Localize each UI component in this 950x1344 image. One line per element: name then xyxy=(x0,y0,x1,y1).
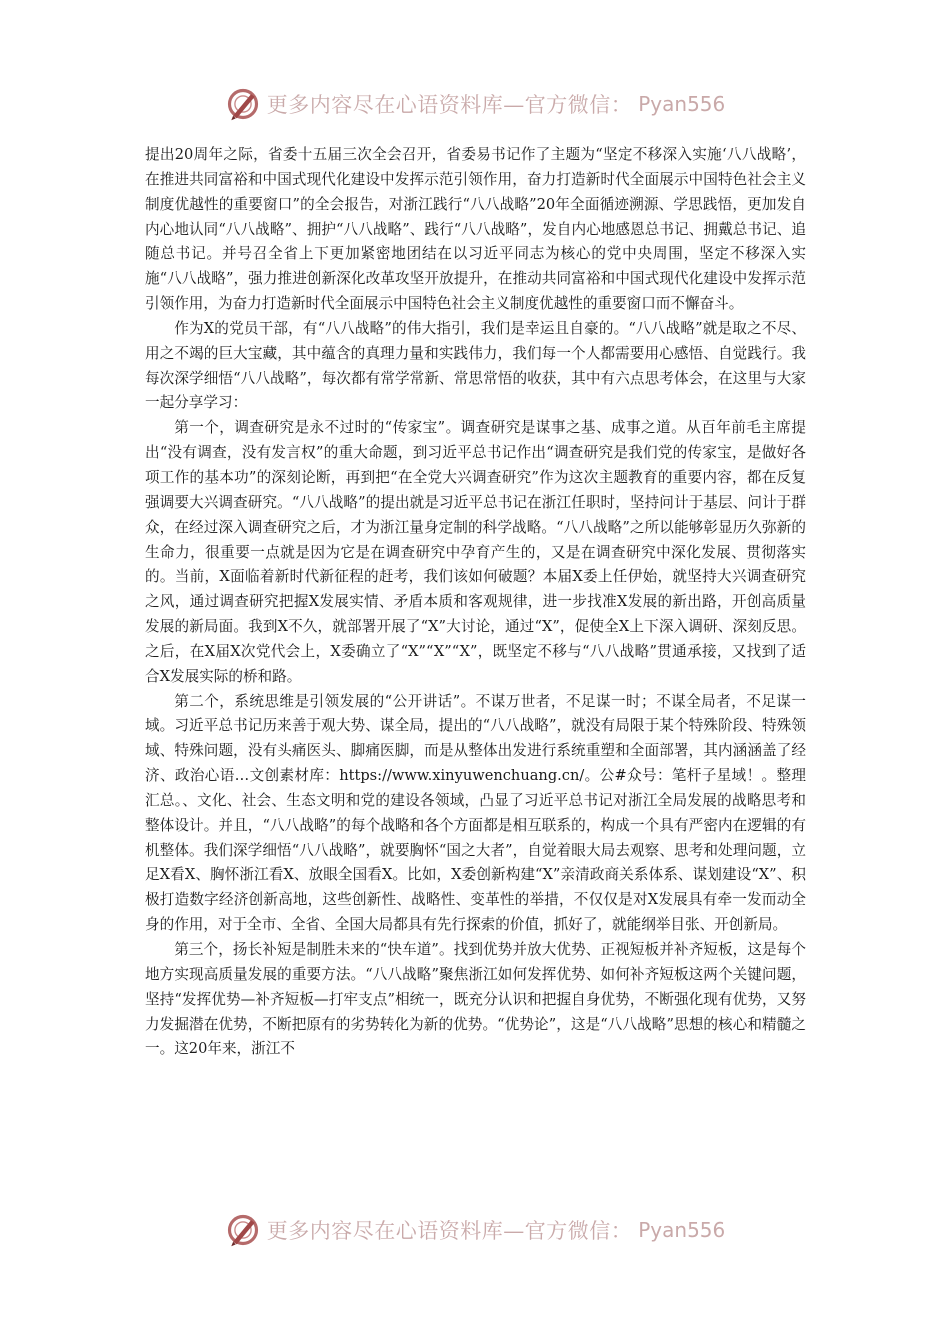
pen-in-circle-icon xyxy=(225,86,261,122)
footer-wechat-id: Pyan556 xyxy=(638,1218,726,1242)
footer-banner-content xyxy=(225,1212,726,1248)
paragraph-3: 第一个，调查研究是永不过时的“传家宝”。调查研究是谋事之基、成事之道。从百年前毛主席提出“没有调查，没有发言权”的重大命题，到习近平总书记作出“调查研究是我们党的传家宝，是做好各项工作的基本功”的深刻论断，再到把“在全党大兴调查研究”作为这次主题教育的重要内容，都在反复强调要大兴调查研究。“八八战略”的提出就是习近平总书记在浙江任职时，坚持问计于基层、问计于群众，在经过深入调查研究之后，才为浙江量身定制的科学战略。“八八战略”之所以能够彰显历久弥新的生命力，很重要一点就是因为它是在调查研究中孕育产生的，又是在调查研究中深化发展、贯彻落实的。当前，X面临着新时代新征程的赶考，我们该如何破题？本届X委上任伊始，就坚持大兴调查研究之风，通过调查研究把握X发展实情、矛盾本质和客观规律，进一步找准X发展的新出路，开创高质量发展的新局面。我到X不久，就部署开展了“X”大讨论，通过“X”，促使全X上下深入调研、深刻反思。之后，在X届X次党代会上，X委确立了“X”“X”“X”，既坚定不移与“八八战略”贯通承接，又找到了适合X发展实际的桥和路。 xyxy=(145,419,806,685)
document-body xyxy=(145,143,806,1062)
header-wechat-id: Pyan556 xyxy=(638,92,726,116)
header-banner-text: 更多内容尽在心语资料库—官方微信： xyxy=(266,93,633,117)
footer-banner-text: 更多内容尽在心语资料库—官方微信： xyxy=(266,1219,633,1243)
paragraph-2: 作为X的党员干部，有“八八战略”的伟大指引，我们是幸运且自豪的。“八八战略”就是取之不尽、用之不竭的巨大宝藏，其中蕴含的真理力量和实践伟力，我们每一个人都需要用心感悟、自觉践行。我每次深学细悟“八八战略”，每次都有常学常新、常思常悟的收获，其中有六点思考体会，在这里与大家一起分享学习： xyxy=(145,319,806,412)
paragraph-1: 提出20周年之际，省委十五届三次全会召开，省委易书记作了主题为“坚定不移深入实施‘八八战略’，在推进共同富裕和中国式现代化建设中发挥示范引领作用，奋力打造新时代全面展示中国特色社会主义制度优越性的重要窗口”的全会报告，对浙江践行“八八战略”20年全面循迹溯源、学思践悟，更加发自内心地认同“八八战略”、拥护“八八战略”、践行“八八战略”，发自内心地感恩总书记、拥戴总书记、追随总书记。并号召全省上下更加紧密地团结在以习近平同志为核心的党中央周围，坚定不移深入实施“八八战略”，强力推进创新深化改革攻坚开放提升，在推动共同富裕和中国式现代化建设中发挥示范引领作用，为奋力打造新时代全面展示中国特色社会主义制度优越性的重要窗口而不懈奋斗。 xyxy=(145,146,806,313)
paragraph-5: 第三个，扬长补短是制胜未来的“快车道”。找到优势并放大优势、正视短板并补齐短板，这是每个地方实现高质量发展的重要方法。“八八战略”聚焦浙江如何发挥优势、如何补齐短板这两个关键问题，坚持“发挥优势—补齐短板—打牢支点”相统一，既充分认识和把握自身优势，不断强化现有优势，又努力发掘潜在优势，不断把原有的劣势转化为新的优势。“优势论”，这是“八八战略”思想的核心和精髓之一。这20年来，浙江不 xyxy=(145,941,806,1058)
pen-in-circle-icon xyxy=(225,1212,261,1248)
footer-banner xyxy=(0,1210,950,1250)
header-banner xyxy=(0,84,950,124)
header-banner-content xyxy=(225,86,726,122)
paragraph-4: 第二个，系统思维是引领发展的“公开讲话”。不谋万世者，不足谋一时；不谋全局者，不足谋一域。习近平总书记历来善于观大势、谋全局，提出的“八八战略”，就没有局限于某个特殊阶段、特殊领域、特殊问题，没有头痛医头、脚痛医脚，而是从整体出发进行系统重塑和全面部署，其内涵涵盖了经济、政治心语…文创素材库：https://www.xinyuwenchuang.cn/。公#众号：笔杆子星域！。整理汇总。、文化、社会、生态文明和党的建设各领域，凸显了习近平总书记对浙江全局发展的战略思考和整体设计。并且，“八八战略”的每个战略和各个方面都是相互联系的，构成一个具有严密内在逻辑的有机整体。我们深学细悟“八八战略”，就要胸怀“国之大者”，自觉着眼大局去观察、思考和处理问题，立足X看X、胸怀浙江看X、放眼全国看X。比如，X委创新构建“X”亲清政商关系体系、谋划建设“X”、积极打造数字经济创新高地，这些创新性、战略性、变革性的举措，不仅仅是对X发展具有牵一发而动全身的作用，对于全市、全省、全国大局都具有先行探索的价值，抓好了，就能纲举目张、开创新局。 xyxy=(145,692,806,934)
